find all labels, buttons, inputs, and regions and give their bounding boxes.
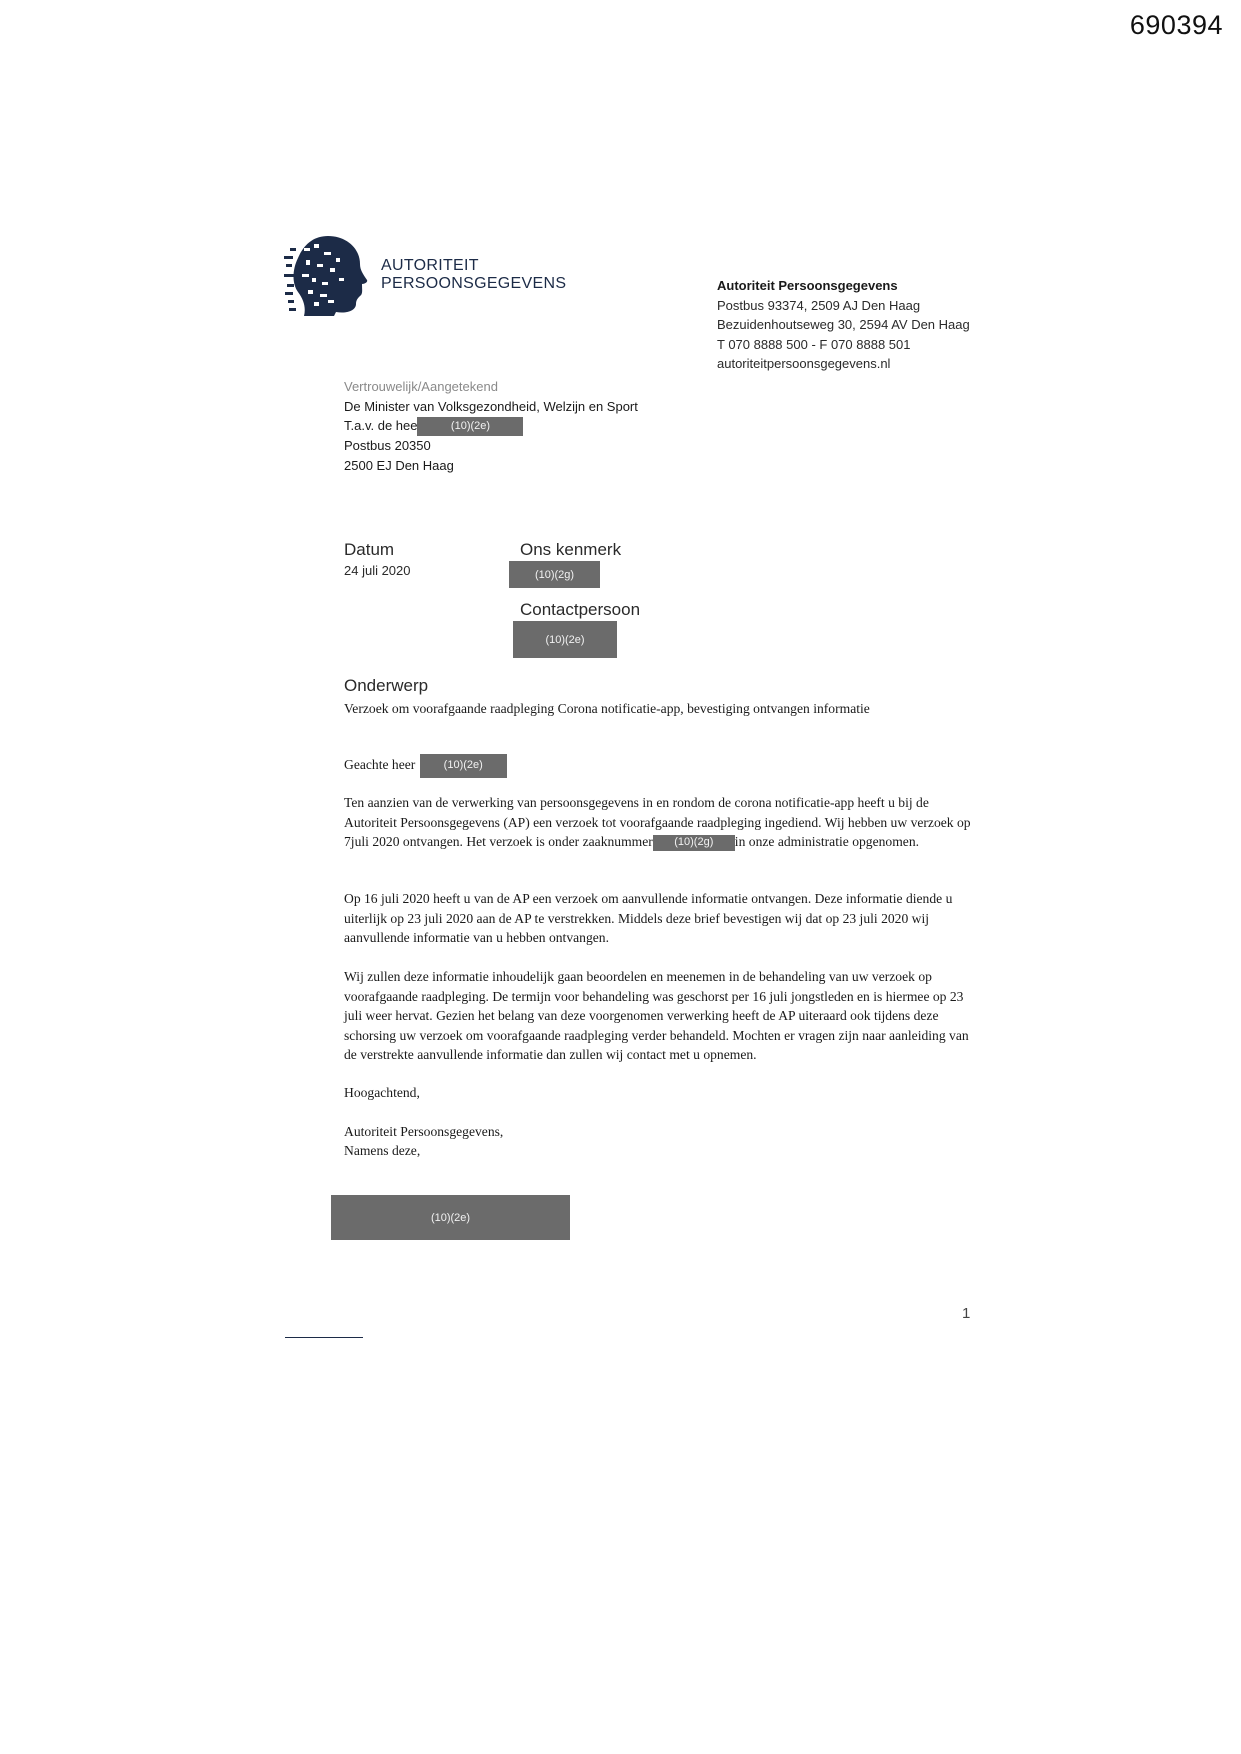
page-number: 1 <box>962 1305 971 1322</box>
logo-line-2: PERSOONSGEGEVENS <box>381 275 567 292</box>
salutation-redaction: (10)(2e) <box>420 754 507 778</box>
footnote-divider <box>285 1337 363 1338</box>
closing-org: Autoriteit Persoonsgegevens, <box>344 1124 504 1139</box>
contact-redaction: (10)(2e) <box>513 621 617 658</box>
recipient-tav <box>344 416 638 436</box>
onderwerp-label: Onderwerp <box>344 676 429 695</box>
paragraph-1 <box>344 793 972 852</box>
sender-phone: T 070 8888 500 - F 070 8888 501 <box>717 336 911 352</box>
recipient-line-1: De Minister van Volksgezondheid, Welzijn en Sport <box>344 398 638 414</box>
onderwerp-value: Verzoek om voorafgaande raadpleging Corona notificatie-app, bevestiging ontvangen informatie <box>344 701 870 716</box>
document-id: 690394 <box>1129 10 1223 40</box>
paragraph-1-text-b: in onze administratie opgenomen. <box>734 834 920 849</box>
datum-label: Datum <box>344 540 395 559</box>
recipient-address <box>344 377 638 475</box>
closing-behalf: Namens deze, <box>344 1143 421 1158</box>
paragraph-2: Op 16 juli 2020 heeft u van de AP een verzoek om aanvullende informatie ontvangen. Deze informatie diende u uiterlijk op 23 juli 2020 aan de AP te verstrekken. Middels deze brief bevestigen wij dat op 23 juli 2020 wij aanvullende informatie van u hebben ontvangen. <box>344 891 953 945</box>
signature-redaction: (10)(2e) <box>331 1195 570 1240</box>
zaaknummer-redaction: (10)(2g) <box>653 835 735 851</box>
recipient-tav-text: T.a.v. de hee <box>344 418 418 433</box>
sender-postbus: Postbus 93374, 2509 AJ Den Haag <box>717 297 921 313</box>
logo-line-1: AUTORITEIT <box>381 257 479 274</box>
kenmerk-redaction: (10)(2g) <box>509 561 600 588</box>
paragraph-3: Wij zullen deze informatie inhoudelijk gaan beoordelen en meenemen in de behandeling van uw verzoek op voorafgaande raadpleging. De termijn voor behandeling was geschorst per 16 juli jongstleden en is hiermee op 23 juli weer hervat. Gezien het belang van deze voorgenomen verwerking heeft de AP uiteraard ook tijdens deze schorsing uw verzoek om voorafgaande raadpleging verder behandeld. Mochten er vragen zijn naar aanleiding van de verstrekte aanvullende informatie dan zullen wij contact met u opnemen. <box>344 969 969 1062</box>
sender-address <box>717 276 970 374</box>
datum-value: 24 juli 2020 <box>344 563 411 578</box>
sender-name: Autoriteit Persoonsgegevens <box>717 278 898 293</box>
logo-wordmark <box>381 257 566 293</box>
ap-logo <box>284 234 567 316</box>
sender-street: Bezuidenhoutseweg 30, 2594 AV Den Haag <box>717 317 970 332</box>
profile-head-logo-icon <box>284 234 370 316</box>
kenmerk-label: Ons kenmerk <box>520 540 622 559</box>
redaction-box: (10)(2e) <box>417 417 523 436</box>
confidential-label: Vertrouwelijk/Aangetekend <box>344 379 498 394</box>
paragraph-1-text-a: Ten aanzien van de verwerking van persoonsgegevens in en rondom de corona notificatie-app heeft u bij de Autoriteit Persoonsgegevens (AP) een verzoek tot voorafgaande raadpleging ingediend. Wij hebben uw verzoek op 7juli 2020 ontvangen. Het verzoek is onder zaaknummer <box>344 795 971 849</box>
recipient-postbus: Postbus 20350 <box>344 438 431 454</box>
recipient-city: 2500 EJ Den Haag <box>344 457 454 473</box>
salutation-text: Geachte heer <box>344 757 416 773</box>
salutation <box>344 754 972 778</box>
contact-label: Contactpersoon <box>520 600 641 619</box>
closing-greeting: Hoogachtend, <box>344 1085 420 1100</box>
sender-website[interactable]: autoriteitpersoonsgegevens.nl <box>717 356 891 371</box>
